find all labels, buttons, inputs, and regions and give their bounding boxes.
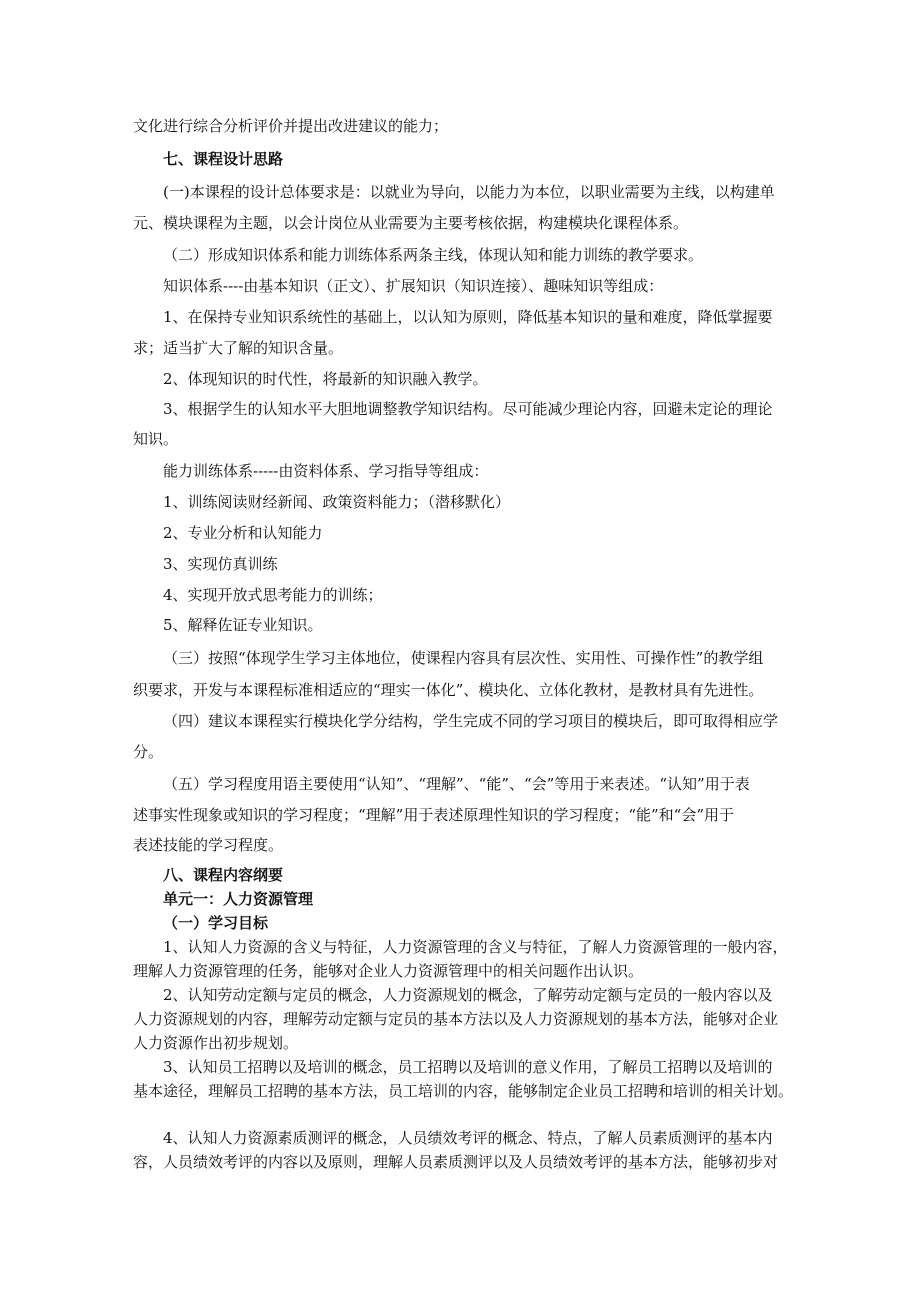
list-item-line: 2、认知劳动定额与定员的概念，人力资源规划的概念，了解劳动定额与定员的一般内容以及	[163, 986, 773, 1004]
paragraph-line: （三）按照“体现学生学习主体地位，使课程内容具有层次性、实用性、可操作性”的教学组	[163, 649, 764, 667]
list-item-line: 知识。	[133, 430, 179, 448]
paragraph-line: 织要求，开发与本课程标准相适应的“理实一体化”、模块化、立体化教材，是教材具有先进性。	[133, 681, 764, 699]
list-item-line: 求；适当扩大了解的知识含量。	[133, 339, 344, 357]
paragraph-line: 分。	[133, 743, 164, 761]
list-item-line: 3、根据学生的认知水平大胆地调整教学知识结构。尽可能减少理论内容，回避未定论的理论	[163, 400, 773, 418]
list-item-line: 基本途径，理解员工招聘的基本方法，员工培训的内容，能够制定企业员工招聘和培训的相关计划。	[133, 1082, 794, 1100]
list-item-line: 1、认知人力资源的含义与特征，人力资源管理的含义与特征，了解人力资源管理的一般内容，	[163, 938, 788, 956]
paragraph-line: 知识体系----由基本知识（正文）、扩展知识（知识连接）、趣味知识等组成：	[163, 277, 664, 295]
paragraph-line: （五）学习程度用语主要使用“认知”、“理解”、“能”、“会”等用于来表述。“认知”用于表	[163, 775, 750, 793]
list-item-line: 4、认知人力资源素质测评的概念，人员绩效考评的概念、特点，了解人员素质测评的基本内	[163, 1129, 773, 1147]
subsection-heading-learning-goals: （一）学习目标	[163, 914, 269, 932]
paragraph-line: (一)本课程的设计总体要求是：以就业为导向，以能力为本位，以职业需要为主线，以构建单	[163, 183, 775, 201]
text-line: 文化进行综合分析评价并提出改进建议的能力；	[133, 117, 449, 135]
paragraph-line: （四）建议本课程实行模块化学分结构，学生完成不同的学习项目的模块后，即可取得相应学	[163, 712, 779, 730]
list-item-line: 容，人员绩效考评的内容以及原则，理解人员素质测评以及人员绩效考评的基本方法，能够初步对	[133, 1153, 779, 1171]
list-item-line: 理解人力资源管理的任务，能够对企业人力资源管理中的相关问题作出认识。	[133, 962, 644, 980]
list-item-line: 2、体现知识的时代性，将最新的知识融入教学。	[163, 370, 488, 388]
list-item-line: 人力资源作出初步规划。	[133, 1034, 299, 1052]
list-item-line: 4、实现开放式思考能力的训练；	[163, 586, 383, 604]
list-item-line: 1、在保持专业知识系统性的基础上，以认知为原则，降低基本知识的量和难度，降低掌握要	[163, 308, 773, 326]
paragraph-line: 能力训练体系-----由资料体系、学习指导等组成：	[163, 462, 489, 480]
section-heading-course-design: 七、课程设计思路	[163, 150, 284, 168]
unit-heading: 单元一：人力资源管理	[163, 890, 314, 908]
paragraph-line: 述事实性现象或知识的学习程度；“理解”用于表述原理性知识的学习程度；“能”和“会”用于	[133, 806, 735, 824]
list-item-line: 5、解释佐证专业知识。	[163, 616, 323, 634]
list-item-line: 1、训练阅读财经新闻、政策资料能力；（潜移默化）	[163, 493, 511, 511]
paragraph-line: 元、模块课程为主题，以会计岗位从业需要为主要考核依据，构建模块化课程体系。	[133, 214, 689, 232]
paragraph-line: （二）形成知识体系和能力训练体系两条主线，体现认知和能力训练的教学要求。	[163, 246, 704, 264]
paragraph-line: 表述技能的学习程度。	[133, 836, 284, 854]
list-item-line: 2、专业分析和认知能力	[163, 524, 323, 542]
list-item-line: 3、认知员工招聘以及培训的概念，员工招聘以及培训的意义作用，了解员工招聘以及培训的	[163, 1058, 773, 1076]
list-item-line: 3、实现仿真训练	[163, 555, 278, 573]
section-heading-course-outline: 八、课程内容纲要	[163, 866, 284, 884]
list-item-line: 人力资源规划的内容，理解劳动定额与定员的基本方法以及人力资源规划的基本方法，能够对企业	[133, 1010, 779, 1028]
